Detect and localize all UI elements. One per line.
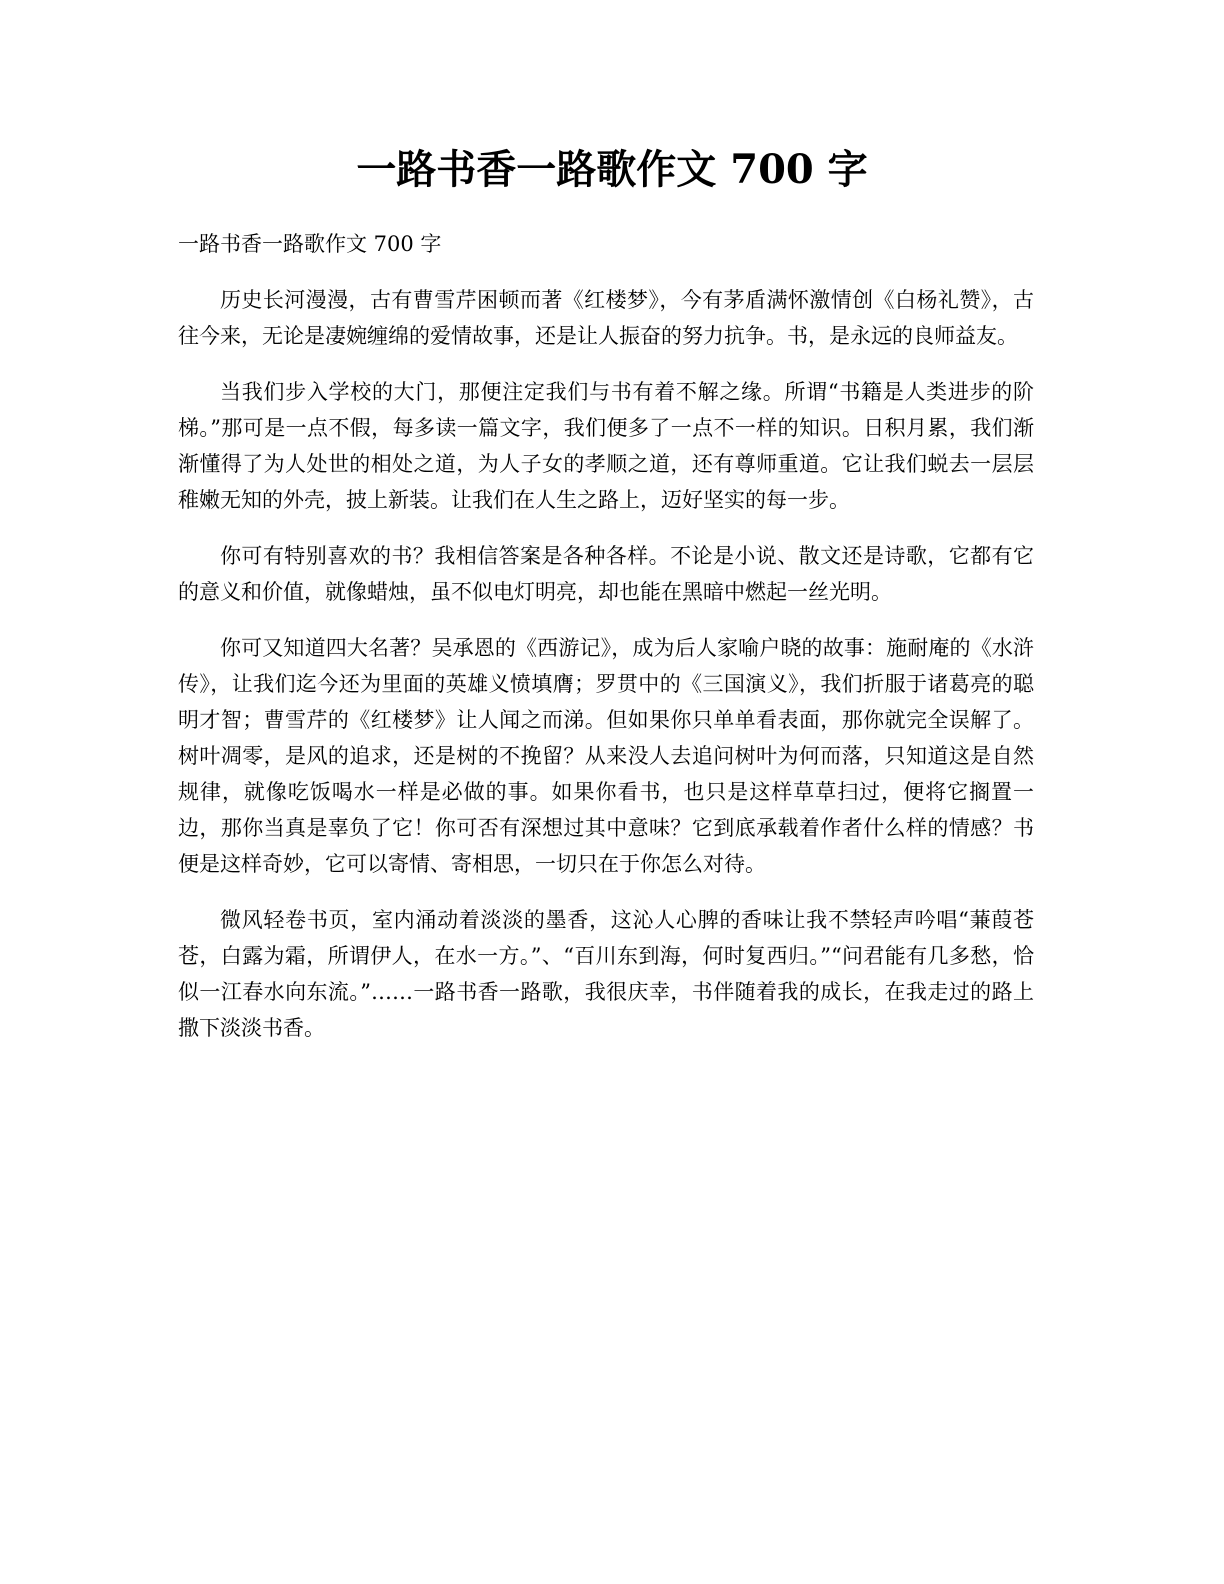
paragraph: 当我们步入学校的大门，那便注定我们与书有着不解之缘。所谓“书籍是人类进步的阶梯。”那可是一点不假，每多读一篇文字，我们便多了一点不一样的知识。日积月累，我们渐渐懂得了为人处世的相处之道，为人子女的孝顺之道，还有尊师重道。它让我们蜕去一层层稚嫩无知的外壳，披上新装。让我们在人生之路上，迈好坚实的每一步。 (178, 380, 1034, 512)
paragraph: 你可又知道四大名著？吴承恩的《西游记》，成为后人家喻户晓的故事：施耐庵的《水浒传》，让我们迄今还为里面的英雄义愤填膺；罗贯中的《三国演义》，我们折服于诸葛亮的聪明才智；曹雪芹的《红楼梦》让人闻之而涕。但如果你只单单看表面，那你就完全误解了。树叶凋零，是风的追求，还是树的不挽留？从来没人去追问树叶为何而落，只知道这是自然规律，就像吃饭喝水一样是必做的事。如果你看书，也只是这样草草扫过，便将它搁置一边，那你当真是辜负了它！你可否有深想过其中意味？它到底承载着作者什么样的情感？书便是这样奇妙，它可以寄情、寄相思，一切只在于你怎么对待。 (178, 636, 1034, 876)
paragraph: 微风轻卷书页，室内涌动着淡淡的墨香，这沁人心脾的香味让我不禁轻声吟唱“蒹葭苍苍，白露为霜，所谓伊人，在水一方。”、“百川东到海，何时复西归。”“问君能有几多愁，恰似一江春水向东流。”……一路书香一路歌，我很庆幸，书伴随着我的成长，在我走过的路上撒下淡淡书香。 (178, 908, 1034, 1040)
paragraph: 你可有特别喜欢的书？我相信答案是各种各样。不论是小说、散文还是诗歌，它都有它的意义和价值，就像蜡烛，虽不似电灯明亮，却也能在黑暗中燃起一丝光明。 (178, 544, 1034, 604)
document-subtitle: 一路书香一路歌作文 700 字 (178, 232, 442, 256)
document-title: 一路书香一路歌作文 700 字 (356, 146, 868, 193)
paragraph: 历史长河漫漫，古有曹雪芹困顿而著《红楼梦》，今有茅盾满怀激情创《白杨礼赞》，古往今来，无论是凄婉缠绵的爱情故事，还是让人振奋的努力抗争。书，是永远的良师益友。 (178, 288, 1034, 348)
document-body (178, 226, 1034, 1066)
